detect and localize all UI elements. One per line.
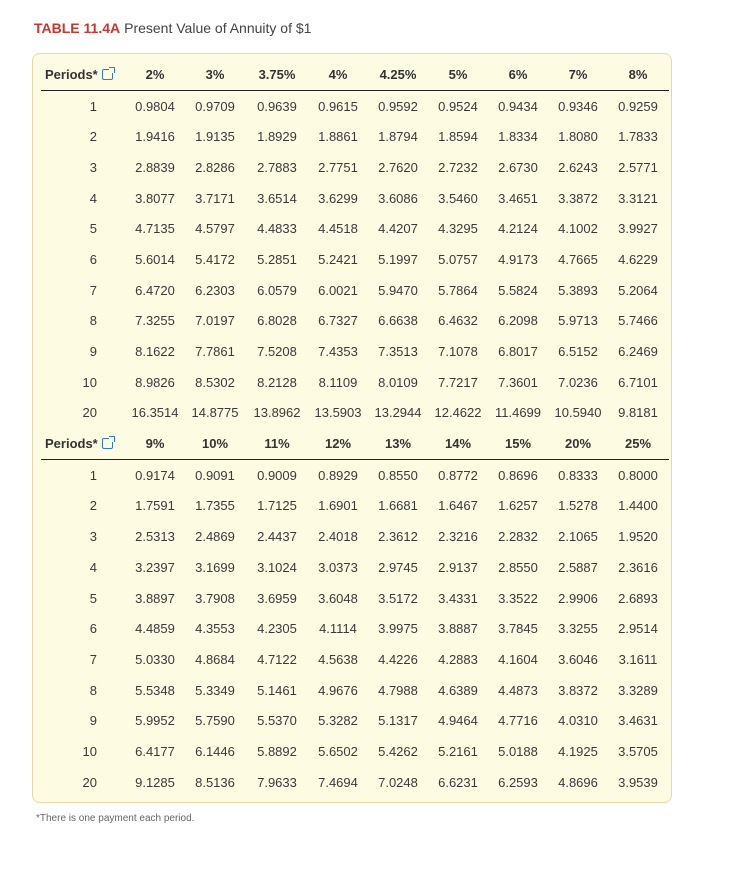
value-cell: 4.9676 (318, 682, 358, 698)
table-row (41, 644, 669, 675)
value-cell: 6.2593 (498, 774, 538, 790)
value-cell: 7.0197 (195, 313, 235, 329)
value-cell: 3.7845 (498, 621, 538, 637)
value-cell: 11.4699 (494, 405, 542, 421)
value-cell: 1.8794 (378, 129, 418, 145)
value-cell: 3.8077 (135, 190, 175, 206)
value-cell: 4.7988 (378, 682, 418, 698)
value-cell: 3.3522 (498, 590, 538, 606)
value-cell: 2.3616 (618, 559, 658, 575)
value-cell: 7.9633 (257, 774, 297, 790)
value-cell: 7.7861 (195, 344, 235, 360)
value-cell: 4.4859 (135, 621, 175, 637)
value-cell: 6.0579 (257, 282, 297, 298)
value-cell: 6.8028 (257, 313, 297, 329)
value-cell: 4.4873 (498, 682, 538, 698)
value-cell: 6.4720 (135, 282, 175, 298)
value-cell: 0.9259 (618, 98, 658, 114)
value-cell: 4.2305 (257, 621, 297, 637)
value-cell: 6.5152 (558, 344, 598, 360)
value-cell: 6.4632 (438, 313, 478, 329)
value-cell: 0.9091 (195, 467, 235, 483)
value-cell: 7.7217 (438, 374, 478, 390)
value-cell: 6.7327 (318, 313, 358, 329)
value-cell: 4.2124 (498, 221, 538, 237)
rate-header: 4.25% (367, 59, 429, 90)
value-cell: 8.1109 (318, 374, 358, 390)
value-cell: 5.9470 (378, 282, 418, 298)
table-row (41, 583, 669, 614)
value-cell: 6.7101 (618, 374, 658, 390)
value-cell: 12.4622 (434, 405, 482, 421)
value-cell: 4.4833 (257, 221, 297, 237)
value-cell: 5.2851 (257, 251, 297, 267)
value-cell: 7.5208 (257, 344, 297, 360)
value-cell: 5.8892 (257, 743, 297, 759)
value-cell: 2.7751 (318, 159, 358, 175)
value-cell: 2.3612 (378, 529, 418, 545)
header-row-1 (41, 59, 669, 90)
period-cell: 1 (89, 98, 97, 114)
value-cell: 4.6229 (618, 251, 658, 267)
value-cell: 3.3289 (618, 682, 658, 698)
value-cell: 5.2421 (318, 251, 358, 267)
value-cell: 5.9952 (135, 713, 175, 729)
rate-header: 12% (309, 428, 367, 459)
rate-header: 3% (185, 59, 245, 90)
value-cell: 4.1002 (558, 221, 598, 237)
period-cell: 8 (89, 313, 97, 329)
rate-header: 14% (429, 428, 487, 459)
value-cell: 0.8696 (498, 467, 538, 483)
periods-header (41, 59, 125, 90)
period-cell: 6 (89, 621, 97, 637)
period-cell: 8 (89, 682, 97, 698)
value-cell: 4.1925 (558, 743, 598, 759)
value-cell: 4.3295 (438, 221, 478, 237)
value-cell: 2.7620 (378, 159, 418, 175)
value-cell: 4.7665 (558, 251, 598, 267)
value-cell: 2.9906 (558, 590, 598, 606)
value-cell: 6.2098 (498, 313, 538, 329)
value-cell: 13.2944 (374, 405, 422, 421)
value-cell: 6.6638 (378, 313, 418, 329)
value-cell: 5.7590 (195, 713, 235, 729)
value-cell: 2.3216 (438, 529, 478, 545)
annuity-table-card (32, 53, 672, 803)
table-row (41, 213, 669, 244)
table-row (41, 459, 669, 490)
value-cell: 3.4651 (498, 190, 538, 206)
value-cell: 2.5313 (135, 529, 175, 545)
table-row (41, 705, 669, 736)
table-body (41, 59, 669, 798)
value-cell: 1.8334 (498, 129, 538, 145)
value-cell: 1.5278 (558, 498, 598, 514)
value-cell: 6.2469 (618, 344, 658, 360)
value-cell: 4.7122 (257, 651, 297, 667)
value-cell: 3.8887 (438, 621, 478, 637)
value-cell: 1.8861 (318, 129, 358, 145)
value-cell: 13.5903 (314, 405, 362, 421)
value-cell: 8.2128 (257, 374, 297, 390)
value-cell: 0.9174 (135, 467, 175, 483)
value-cell: 3.9927 (618, 221, 658, 237)
value-cell: 9.1285 (135, 774, 175, 790)
value-cell: 2.8550 (498, 559, 538, 575)
value-cell: 8.0109 (378, 374, 418, 390)
value-cell: 4.5797 (195, 221, 235, 237)
value-cell: 5.9713 (558, 313, 598, 329)
value-cell: 5.2161 (438, 743, 478, 759)
table-row (41, 398, 669, 429)
value-cell: 0.9592 (378, 98, 418, 114)
table-row (41, 275, 669, 306)
table-row (41, 613, 669, 644)
value-cell: 3.3121 (618, 190, 658, 206)
value-cell: 10.5940 (554, 405, 602, 421)
value-cell: 4.1604 (498, 651, 538, 667)
value-cell: 2.6243 (558, 159, 598, 175)
rate-header: 10% (185, 428, 245, 459)
table-number: TABLE 11.4A (34, 20, 121, 36)
value-cell: 4.4226 (378, 651, 418, 667)
value-cell: 2.9514 (618, 621, 658, 637)
value-cell: 3.6086 (378, 190, 418, 206)
period-cell: 10 (82, 743, 97, 759)
value-cell: 5.5370 (257, 713, 297, 729)
periods-header (41, 428, 125, 459)
value-cell: 5.0757 (438, 251, 478, 267)
value-cell: 3.3872 (558, 190, 598, 206)
value-cell: 5.7864 (438, 282, 478, 298)
rate-header: 5% (429, 59, 487, 90)
value-cell: 2.4437 (257, 529, 297, 545)
rate-header: 15% (487, 428, 549, 459)
value-cell: 13.8962 (253, 405, 301, 421)
rate-header: 4% (309, 59, 367, 90)
value-cell: 3.4631 (618, 713, 658, 729)
period-cell: 4 (89, 190, 97, 206)
rate-header: 8% (607, 59, 669, 90)
value-cell: 5.4262 (378, 743, 418, 759)
value-cell: 3.4331 (438, 590, 478, 606)
value-cell: 4.9464 (438, 713, 478, 729)
value-cell: 2.4869 (195, 529, 235, 545)
value-cell: 5.3282 (318, 713, 358, 729)
value-cell: 3.5705 (618, 743, 658, 759)
value-cell: 4.2883 (438, 651, 478, 667)
value-cell: 3.0373 (318, 559, 358, 575)
table-row (41, 367, 669, 398)
value-cell: 0.9434 (498, 98, 538, 114)
value-cell: 0.9615 (318, 98, 358, 114)
value-cell: 7.1078 (438, 344, 478, 360)
value-cell: 1.8594 (438, 129, 478, 145)
value-cell: 3.1024 (257, 559, 297, 575)
value-cell: 8.5302 (195, 374, 235, 390)
value-cell: 7.3255 (135, 313, 175, 329)
period-cell: 7 (89, 651, 97, 667)
value-cell: 3.7908 (195, 590, 235, 606)
value-cell: 2.7232 (438, 159, 478, 175)
value-cell: 6.6231 (438, 774, 478, 790)
value-cell: 1.8080 (558, 129, 598, 145)
value-cell: 6.8017 (498, 344, 538, 360)
rate-header: 13% (367, 428, 429, 459)
period-cell: 9 (89, 344, 97, 360)
value-cell: 8.9826 (135, 374, 175, 390)
value-cell: 2.6893 (618, 590, 658, 606)
value-cell: 3.8897 (135, 590, 175, 606)
period-cell: 3 (89, 159, 97, 175)
rate-header: 2% (125, 59, 185, 90)
table-row (41, 675, 669, 706)
table-row (41, 336, 669, 367)
value-cell: 3.6299 (318, 190, 358, 206)
value-cell: 0.9804 (135, 98, 175, 114)
value-cell: 0.9346 (558, 98, 598, 114)
value-cell: 2.9745 (378, 559, 418, 575)
rate-header: 25% (607, 428, 669, 459)
value-cell: 1.6467 (438, 498, 478, 514)
value-cell: 6.4177 (135, 743, 175, 759)
period-cell: 5 (89, 590, 97, 606)
value-cell: 3.5172 (378, 590, 418, 606)
external-link-icon[interactable] (102, 438, 113, 449)
table-caption: Present Value of Annuity of $1 (124, 20, 312, 36)
value-cell: 5.1997 (378, 251, 418, 267)
value-cell: 0.9709 (195, 98, 235, 114)
table-row (41, 736, 669, 767)
value-cell: 5.5348 (135, 682, 175, 698)
value-cell: 5.6502 (318, 743, 358, 759)
value-cell: 5.5824 (498, 282, 538, 298)
value-cell: 1.7833 (618, 129, 658, 145)
value-cell: 3.5460 (438, 190, 478, 206)
value-cell: 2.4018 (318, 529, 358, 545)
value-cell: 3.3255 (558, 621, 598, 637)
value-cell: 3.8372 (558, 682, 598, 698)
value-cell: 5.2064 (618, 282, 658, 298)
period-cell: 5 (89, 221, 97, 237)
rate-header: 7% (549, 59, 607, 90)
value-cell: 5.3349 (195, 682, 235, 698)
rate-header: 20% (549, 428, 607, 459)
value-cell: 4.5638 (318, 651, 358, 667)
value-cell: 5.0330 (135, 651, 175, 667)
value-cell: 4.4207 (378, 221, 418, 237)
value-cell: 3.7171 (195, 190, 235, 206)
value-cell: 3.6048 (318, 590, 358, 606)
table-row (41, 152, 669, 183)
value-cell: 5.1317 (378, 713, 418, 729)
value-cell: 4.1114 (319, 621, 357, 637)
table-row (41, 306, 669, 337)
value-cell: 4.4518 (318, 221, 358, 237)
value-cell: 0.8550 (378, 467, 418, 483)
value-cell: 2.8839 (135, 159, 175, 175)
value-cell: 5.1461 (257, 682, 297, 698)
value-cell: 0.8333 (558, 467, 598, 483)
value-cell: 4.6389 (438, 682, 478, 698)
period-cell: 7 (89, 282, 97, 298)
table-row (41, 183, 669, 214)
value-cell: 5.6014 (135, 251, 175, 267)
value-cell: 5.0188 (498, 743, 538, 759)
periods-label: Periods* (45, 436, 98, 452)
value-cell: 1.8929 (257, 129, 297, 145)
value-cell: 1.9520 (618, 529, 658, 545)
value-cell: 0.8000 (618, 467, 658, 483)
value-cell: 3.6514 (257, 190, 297, 206)
value-cell: 1.4400 (618, 498, 658, 514)
footnote: *There is one payment each period. (36, 813, 195, 824)
value-cell: 3.1611 (618, 651, 658, 667)
value-cell: 16.3514 (131, 405, 179, 421)
annuity-table (41, 59, 669, 798)
value-cell: 2.6730 (498, 159, 538, 175)
value-cell: 4.7135 (135, 221, 175, 237)
value-cell: 2.9137 (438, 559, 478, 575)
rate-header: 3.75% (245, 59, 309, 90)
value-cell: 6.2303 (195, 282, 235, 298)
value-cell: 14.8775 (191, 405, 239, 421)
value-cell: 7.0248 (378, 774, 418, 790)
external-link-icon[interactable] (102, 69, 113, 80)
value-cell: 1.7355 (195, 498, 235, 514)
table-row (41, 491, 669, 522)
table-row (41, 767, 669, 798)
periods-label: Periods* (45, 66, 98, 82)
value-cell: 4.8696 (558, 774, 598, 790)
period-cell: 4 (89, 559, 97, 575)
rate-header: 6% (487, 59, 549, 90)
value-cell: 1.7591 (135, 498, 175, 514)
value-cell: 0.9639 (257, 98, 297, 114)
value-cell: 1.6257 (498, 498, 538, 514)
period-cell: 1 (89, 467, 97, 483)
value-cell: 3.9975 (378, 621, 418, 637)
table-title (34, 20, 311, 36)
value-cell: 9.8181 (618, 405, 658, 421)
period-cell: 2 (89, 498, 97, 514)
value-cell: 2.5771 (618, 159, 658, 175)
value-cell: 0.8929 (318, 467, 358, 483)
value-cell: 3.1699 (195, 559, 235, 575)
period-cell: 2 (89, 129, 97, 145)
value-cell: 3.2397 (135, 559, 175, 575)
table-row (41, 552, 669, 583)
value-cell: 2.1065 (558, 529, 598, 545)
value-cell: 5.3893 (558, 282, 598, 298)
table-row (41, 121, 669, 152)
value-cell: 2.8286 (195, 159, 235, 175)
value-cell: 6.1446 (195, 743, 235, 759)
value-cell: 0.9524 (438, 98, 478, 114)
period-cell: 20 (82, 774, 97, 790)
value-cell: 7.0236 (558, 374, 598, 390)
value-cell: 1.6901 (318, 498, 358, 514)
value-cell: 1.6681 (378, 498, 418, 514)
header-row-2 (41, 428, 669, 459)
value-cell: 1.9135 (195, 129, 235, 145)
rate-header: 11% (245, 428, 309, 459)
value-cell: 3.9539 (618, 774, 658, 790)
table-row (41, 244, 669, 275)
period-cell: 20 (82, 405, 97, 421)
value-cell: 5.4172 (195, 251, 235, 267)
value-cell: 4.7716 (498, 713, 538, 729)
value-cell: 8.1622 (135, 344, 175, 360)
period-cell: 3 (89, 529, 97, 545)
value-cell: 7.3513 (378, 344, 418, 360)
value-cell: 7.3601 (498, 374, 538, 390)
value-cell: 1.9416 (135, 129, 175, 145)
value-cell: 4.9173 (498, 251, 538, 267)
value-cell: 7.4694 (318, 774, 358, 790)
table-row (41, 90, 669, 121)
value-cell: 4.8684 (195, 651, 235, 667)
value-cell: 4.0310 (558, 713, 598, 729)
value-cell: 8.5136 (195, 774, 235, 790)
value-cell: 4.3553 (195, 621, 235, 637)
value-cell: 3.6046 (558, 651, 598, 667)
period-cell: 6 (89, 251, 97, 267)
value-cell: 1.7125 (257, 498, 297, 514)
value-cell: 2.2832 (498, 529, 538, 545)
period-cell: 9 (89, 713, 97, 729)
value-cell: 7.4353 (318, 344, 358, 360)
period-cell: 10 (82, 374, 97, 390)
value-cell: 2.5887 (558, 559, 598, 575)
value-cell: 3.6959 (257, 590, 297, 606)
value-cell: 5.7466 (618, 313, 658, 329)
value-cell: 2.7883 (257, 159, 297, 175)
rate-header: 9% (125, 428, 185, 459)
value-cell: 0.8772 (438, 467, 478, 483)
value-cell: 6.0021 (318, 282, 358, 298)
value-cell: 0.9009 (257, 467, 297, 483)
table-row (41, 521, 669, 552)
